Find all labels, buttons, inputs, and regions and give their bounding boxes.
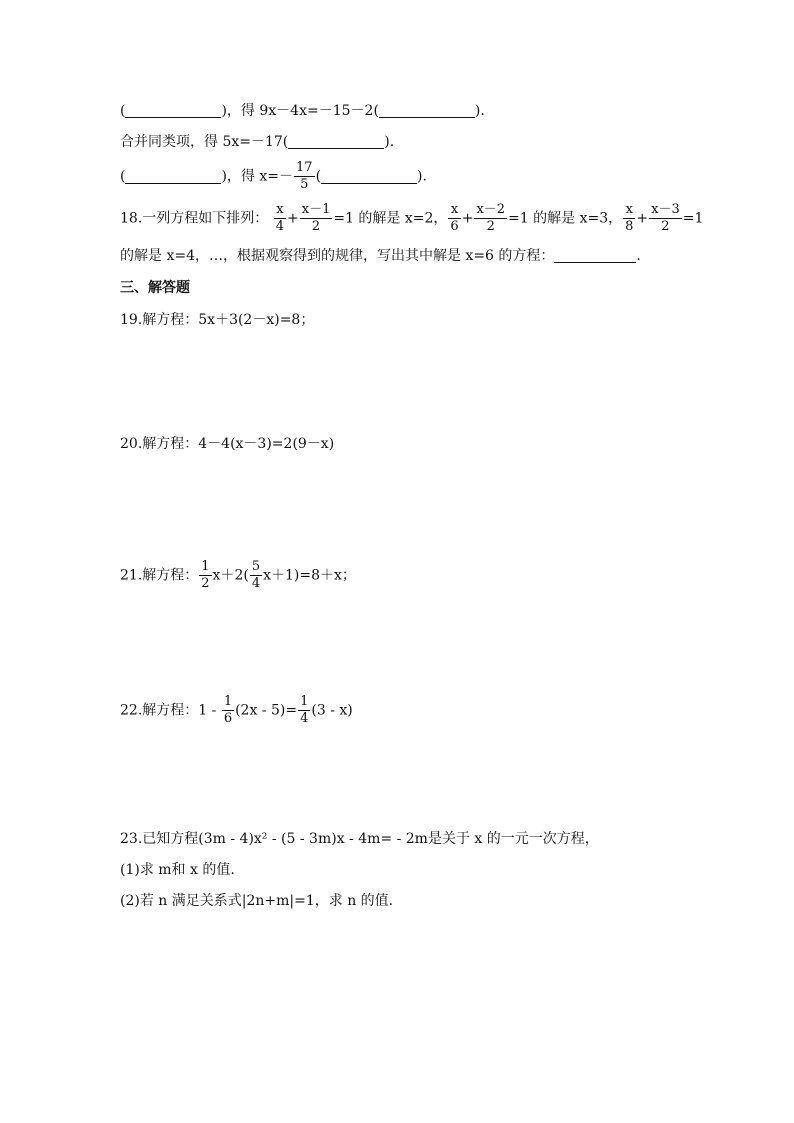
q23-part1: (1)求 m和 x 的值. [120, 862, 235, 878]
q22: 22.解方程：1 - $\frac{1}{6}$ (2x - 5)= $\frac{1}{4}$ (3 - x) [120, 694, 353, 726]
fraction: $\frac{1}{6}$ [223, 694, 233, 726]
q17-line2: 合并同类项，得 5x=－17( ). [120, 134, 395, 150]
fraction: $\frac{5}{4}$ [251, 559, 261, 591]
fraction: $\frac{x-3}{2}$ [651, 202, 680, 234]
answer-blank[interactable] [288, 134, 384, 149]
q17-line1: ( )，得 9x－4x=－15－2( ). [120, 103, 485, 119]
fraction: $\frac{x}{6}$ [450, 202, 459, 234]
fraction: $\frac{x-1}{2}$ [301, 202, 331, 234]
q23-stem: 23.已知方程(3m - 4)x² - (5 - 3m)x - 4m= - 2m是关于 x 的一元一次方程， [120, 831, 599, 847]
q21: 21.解方程： $\frac{1}{2}$ x＋2( $\frac{5}{4}$ x＋1)=8＋x； [120, 559, 356, 591]
q17-line3: ( )，得 x=－ $\frac{17}{5}$ ( ). [120, 160, 427, 192]
answer-blank[interactable] [125, 103, 221, 118]
fraction: $\frac{x}{8}$ [625, 202, 634, 234]
answer-blank[interactable] [125, 169, 221, 184]
fraction: $\frac{x-2}{2}$ [476, 202, 506, 234]
fraction: $\frac{x}{4}$ [275, 202, 284, 234]
fraction: $\frac{17}{5}$ [296, 160, 313, 192]
q20: 20.解方程：4－4(x－3)=2(9－x) [120, 436, 335, 452]
q18-line2: 的解是 x=4，…，根据观察得到的规律，写出其中解是 x=6 的方程： . [120, 248, 641, 264]
answer-blank[interactable] [321, 169, 417, 184]
fraction: $\frac{1}{4}$ [300, 694, 309, 726]
answer-blank[interactable] [379, 103, 475, 118]
section-heading: 三、解答题 [120, 280, 190, 296]
fraction: $\frac{1}{2}$ [201, 559, 210, 591]
answer-blank[interactable] [554, 248, 636, 263]
q23-part2: (2)若 n 满足关系式|2n+m|=1，求 n 的值. [120, 893, 394, 909]
q19: 19.解方程：5x＋3(2－x)=8； [120, 312, 315, 328]
q18-line1: 18.一列方程如下排列： $\frac{x}{4}$ + $\frac{x-1}{2}$ =1 的解是 x=2， $\frac{x}{6}$ + $\frac{x-2}{2}$ =1 的解是 x=3， $\frac{x}{8}$ + $\frac{x-3}{2}$ =1 [120, 202, 704, 234]
